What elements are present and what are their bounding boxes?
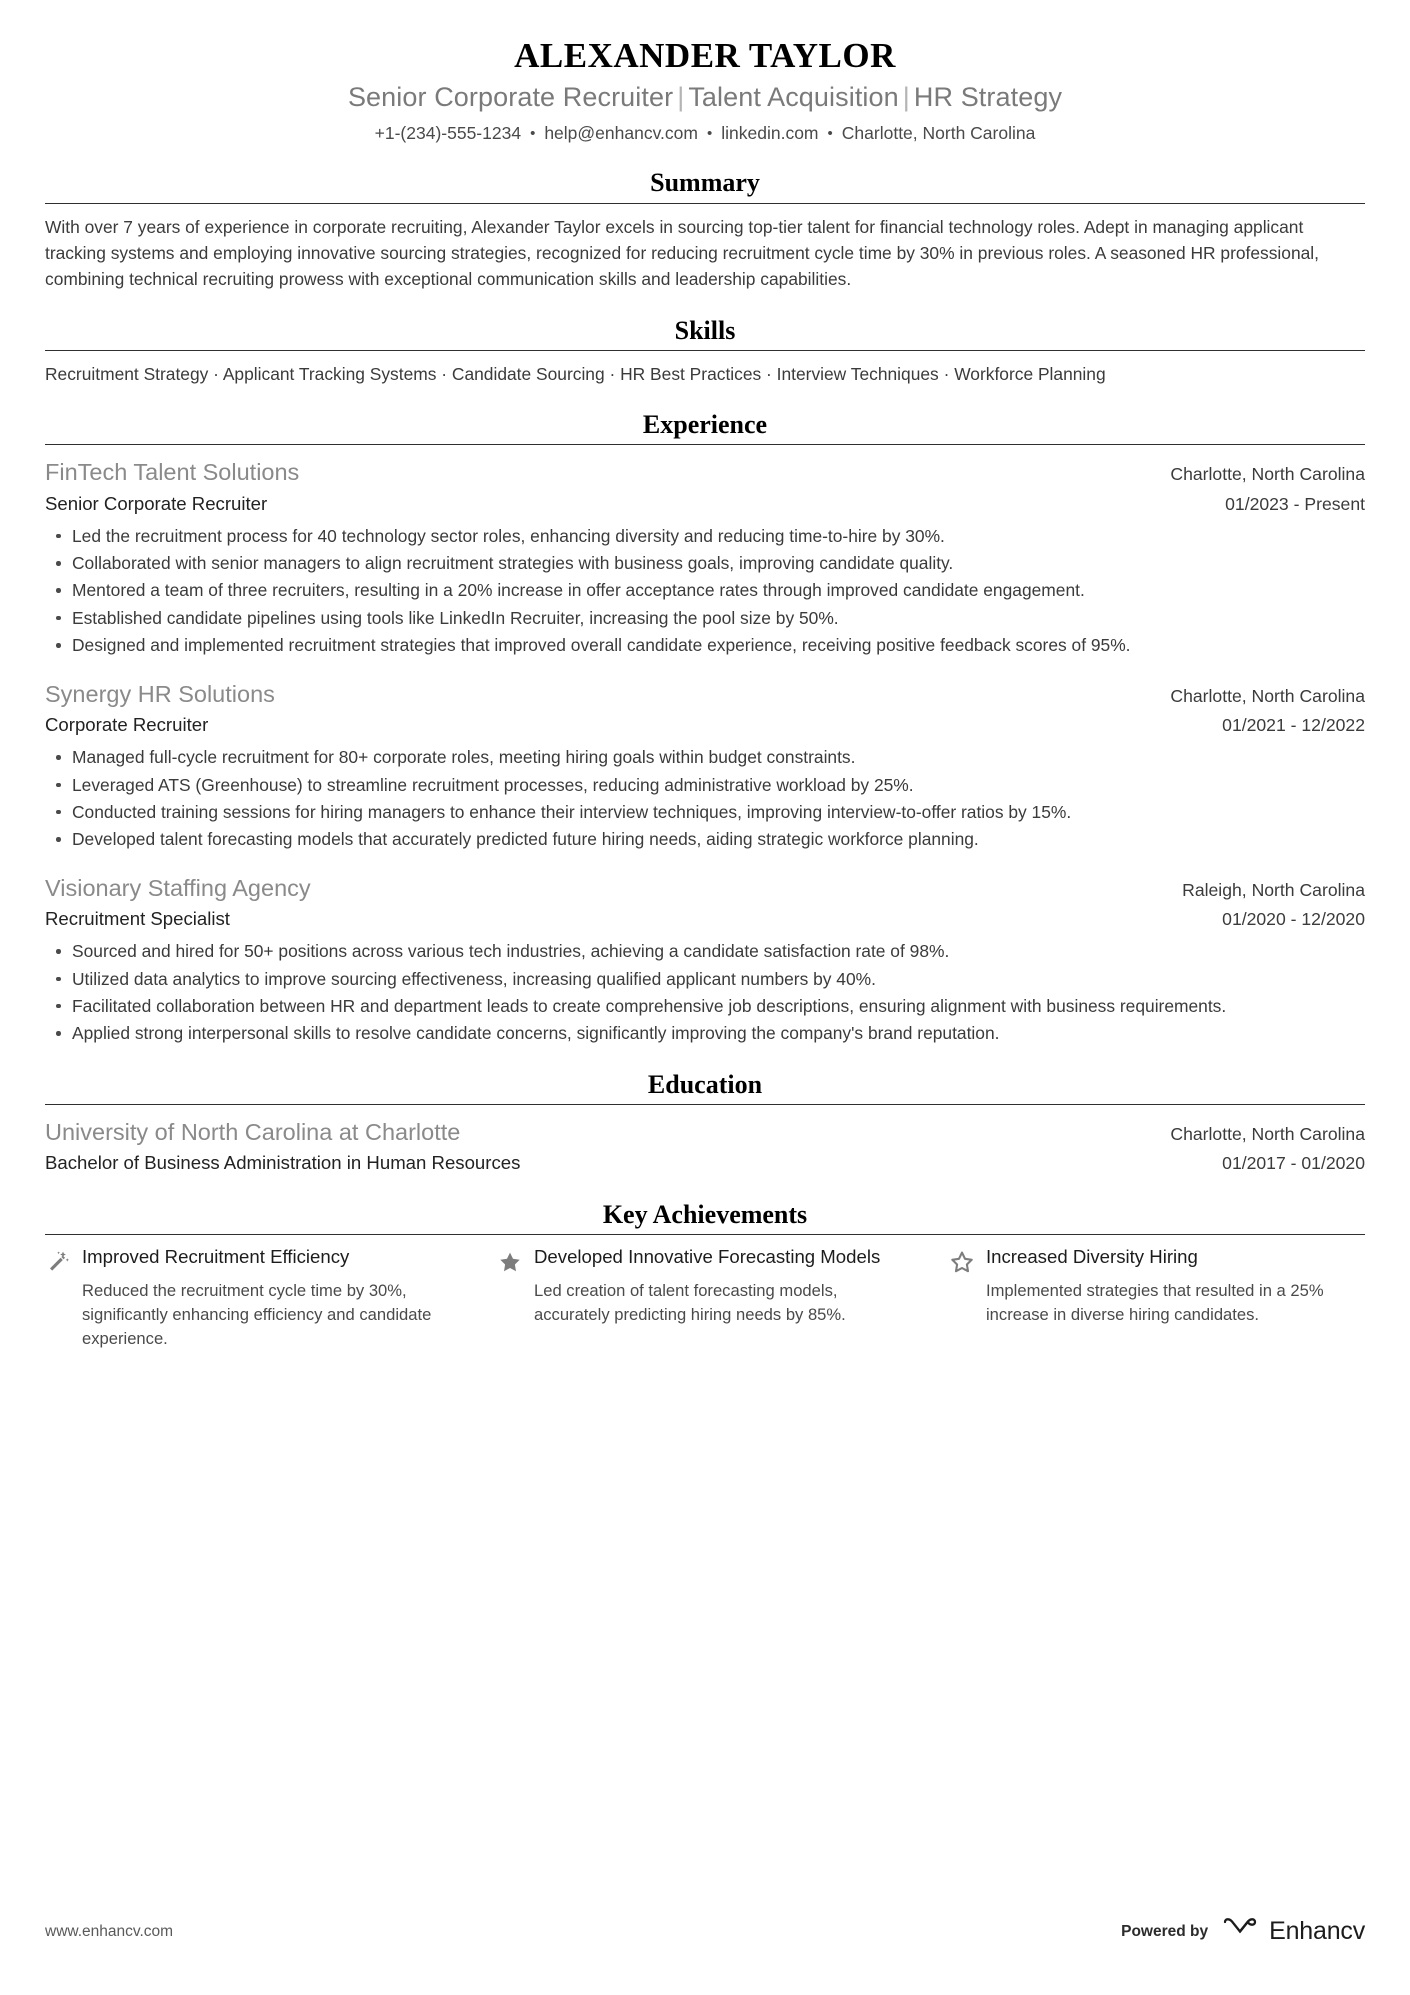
- education-school: University of North Carolina at Charlotte: [45, 1119, 461, 1146]
- achievements-heading: Key Achievements: [602, 1200, 808, 1230]
- experience-company-row: [45, 871, 1365, 906]
- experience-role-row: [45, 906, 1365, 933]
- star-filled-icon: [497, 1249, 523, 1275]
- bullet-item: Designed and implemented recruitment strategies that improved overall candidate experience, receiving positive feedback scores of 95%.: [45, 632, 1365, 658]
- experience-bullets: [45, 744, 1365, 853]
- magic-wand-icon: [45, 1249, 71, 1275]
- education-location: Charlotte, North Carolina: [1170, 1124, 1365, 1145]
- contact-location: Charlotte, North Carolina: [841, 122, 1036, 143]
- section-experience: [45, 409, 1365, 1047]
- headline-separator-2: |: [902, 81, 910, 112]
- enhancv-logo-icon: [1221, 1916, 1261, 1947]
- skills-heading: Skills: [674, 315, 736, 345]
- headline-part-2: Talent Acquisition: [688, 81, 899, 112]
- experience-entry: [45, 677, 1365, 853]
- achievements-divider: [45, 1234, 1365, 1235]
- experience-heading: Experience: [642, 410, 768, 440]
- experience-role: Recruitment Specialist: [45, 908, 230, 930]
- bullet-item: Leveraged ATS (Greenhouse) to streamline recruitment processes, reducing administrative workload by 25%.: [45, 772, 1365, 798]
- summary-heading: Summary: [650, 168, 760, 198]
- skills-divider: [45, 350, 1365, 351]
- bullet-item: Developed talent forecasting models that accurately predicted future hiring needs, aiding strategic workforce planning.: [45, 826, 1365, 852]
- experience-company: Synergy HR Solutions: [45, 680, 275, 707]
- contact-linkedin[interactable]: linkedin.com: [721, 122, 819, 143]
- bullet-item: Conducted training sessions for hiring managers to enhance their interview techniques, improving interview-to-offer ratios by 15%.: [45, 799, 1365, 825]
- experience-company-row: [45, 677, 1365, 712]
- bullet-item: Mentored a team of three recruiters, resulting in a 20% increase in offer acceptance rates through improved candidate engagement.: [45, 577, 1365, 603]
- candidate-headline: [45, 80, 1365, 115]
- skills-list: Recruitment Strategy · Applicant Tracking Systems · Candidate Sourcing · HR Best Practices · Interview Techniques · Workforce Planning: [45, 364, 1106, 385]
- headline-part-3: HR Strategy: [913, 81, 1063, 112]
- education-dates: 01/2017 - 01/2020: [1222, 1153, 1365, 1174]
- experience-location: Charlotte, North Carolina: [1170, 464, 1365, 485]
- achievement-body: [986, 1245, 1365, 1326]
- achievements-grid: [45, 1245, 1365, 1350]
- experience-role: Corporate Recruiter: [45, 714, 209, 736]
- education-degree-row: [45, 1150, 1365, 1177]
- footer-website-link[interactable]: www.enhancv.com: [45, 1922, 174, 1940]
- section-summary: [45, 167, 1365, 293]
- summary-divider: [45, 203, 1365, 204]
- achievement-description: Led creation of talent forecasting models, accurately predicting hiring needs by 85%.: [534, 1280, 846, 1324]
- star-outline-icon: [949, 1249, 975, 1275]
- education-heading: Education: [647, 1069, 763, 1099]
- experience-role-row: [45, 712, 1365, 739]
- bullet-item: Sourced and hired for 50+ positions across various tech industries, achieving a candidate satisfaction rate of 98%.: [45, 938, 1365, 964]
- section-key-achievements: [45, 1199, 1365, 1351]
- achievement-description: Reduced the recruitment cycle time by 30%, significantly enhancing efficiency and candidate experience.: [82, 1280, 432, 1348]
- bullet-item: Utilized data analytics to improve sourcing effectiveness, increasing qualified applicant numbers by 40%.: [45, 966, 1365, 992]
- education-degree: Bachelor of Business Administration in Human Resources: [45, 1152, 521, 1174]
- achievement-title: Increased Diversity Hiring: [986, 1246, 1198, 1268]
- contact-phone: +1-(234)-555-1234: [374, 122, 522, 143]
- education-school-row: [45, 1115, 1365, 1150]
- contact-separator-1: •: [530, 124, 536, 142]
- achievement-body: [534, 1245, 913, 1326]
- experience-bullets: [45, 938, 1365, 1047]
- section-skills: [45, 315, 1365, 387]
- section-education: [45, 1069, 1365, 1177]
- enhancv-wordmark: Enhancv: [1269, 1917, 1365, 1945]
- contact-email[interactable]: help@enhancv.com: [544, 122, 698, 143]
- experience-entry: [45, 455, 1365, 658]
- experience-dates: 01/2023 - Present: [1225, 493, 1365, 514]
- resume-header: [45, 34, 1365, 145]
- experience-company: Visionary Staffing Agency: [45, 874, 311, 901]
- experience-company: FinTech Talent Solutions: [45, 459, 300, 486]
- summary-text: With over 7 years of experience in corporate recruiting, Alexander Taylor excels in sourcing top-tier talent for financial technology roles. Adept in managing applicant tracking systems and employing innovative sourcing strategies, recognized for reducing recruitment cycle time by 30% in previous roles. A seasoned HR professional, combining technical recruiting prowess with exceptional communication skills and leadership capabilities.: [45, 216, 1320, 290]
- achievement-body: [82, 1245, 461, 1350]
- education-entry: [45, 1115, 1365, 1177]
- bullet-item: Applied strong interpersonal skills to resolve candidate concerns, significantly improving the company's brand reputation.: [45, 1020, 1365, 1046]
- bullet-item: Facilitated collaboration between HR and department leads to create comprehensive job descriptions, ensuring alignment with business requirements.: [45, 993, 1365, 1019]
- achievement-item: [497, 1245, 913, 1350]
- contact-line: [45, 121, 1365, 146]
- experience-company-row: [45, 455, 1365, 490]
- experience-location: Charlotte, North Carolina: [1170, 685, 1365, 706]
- contact-separator-2: •: [706, 124, 713, 142]
- achievement-description: Implemented strategies that resulted in a 25% increase in diverse hiring candidates.: [986, 1280, 1324, 1324]
- bullet-item: Established candidate pipelines using tools like LinkedIn Recruiter, increasing the pool size by 50%.: [45, 605, 1365, 631]
- experience-location: Raleigh, North Carolina: [1182, 879, 1365, 900]
- achievement-item: [45, 1245, 461, 1350]
- education-divider: [45, 1104, 1365, 1105]
- experience-role-row: [45, 491, 1365, 518]
- headline-separator-1: |: [677, 81, 685, 112]
- contact-separator-3: •: [827, 124, 833, 142]
- footer-branding: [1121, 1916, 1365, 1947]
- experience-bullets: [45, 523, 1365, 659]
- achievement-title: Developed Innovative Forecasting Models: [534, 1246, 881, 1268]
- enhancv-brand: [1221, 1916, 1365, 1947]
- experience-entry: [45, 871, 1365, 1047]
- experience-role: Senior Corporate Recruiter: [45, 492, 268, 514]
- experience-dates: 01/2021 - 12/2022: [1222, 715, 1365, 736]
- powered-by-label: Powered by: [1121, 1922, 1209, 1940]
- bullet-item: Led the recruitment process for 40 technology sector roles, enhancing diversity and reducing time-to-hire by 30%.: [45, 523, 1365, 549]
- achievement-title: Improved Recruitment Efficiency: [82, 1246, 350, 1268]
- experience-divider: [45, 444, 1365, 445]
- candidate-name: ALEXANDER TAYLOR: [514, 36, 896, 75]
- bullet-item: Managed full-cycle recruitment for 80+ corporate roles, meeting hiring goals within budget constraints.: [45, 744, 1365, 770]
- experience-dates: 01/2020 - 12/2020: [1222, 909, 1365, 930]
- achievement-item: [949, 1245, 1365, 1350]
- page-footer: [45, 1916, 1365, 1947]
- bullet-item: Collaborated with senior managers to align recruitment strategies with business goals, improving candidate quality.: [45, 550, 1365, 576]
- headline-part-1: Senior Corporate Recruiter: [347, 81, 674, 112]
